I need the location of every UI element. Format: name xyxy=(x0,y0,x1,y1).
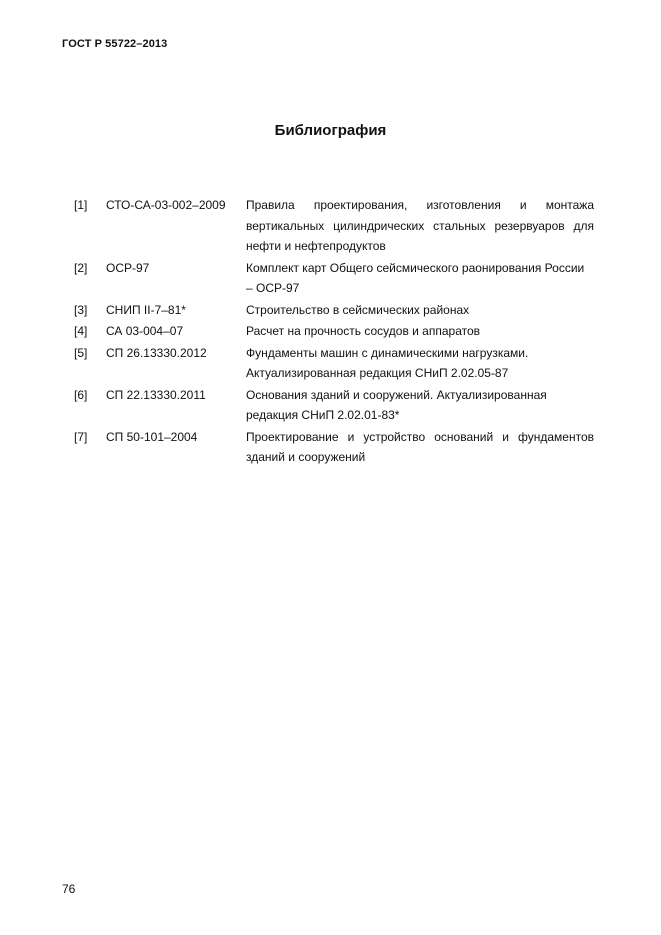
entry-number: [2] xyxy=(74,260,88,275)
entry-code: СТО-СА-03-002–2009 xyxy=(106,198,226,212)
entry-number: [5] xyxy=(74,345,88,360)
entry-code: СНИП II-7–81* xyxy=(106,302,186,317)
entry-code: СП 26.13330.2012 xyxy=(106,345,207,360)
entry-description: Строительство в сейсмических районах xyxy=(246,302,470,317)
entry-description: Проектирование и устройство оснований и фундаментов зданий и сооружений xyxy=(246,429,594,464)
bibliography-list xyxy=(62,195,594,469)
bibliography-entry xyxy=(62,195,594,257)
bibliography-entry xyxy=(62,300,594,321)
entry-number: [3] xyxy=(74,302,88,317)
entry-code: СП 50-101–2004 xyxy=(106,429,198,444)
entry-number: [7] xyxy=(74,429,88,444)
entry-code: ОСР-97 xyxy=(106,260,150,275)
entry-number: [4] xyxy=(74,324,88,338)
bibliography-entry xyxy=(62,427,594,468)
entry-number: [6] xyxy=(74,387,88,402)
document-header-code: ГОСТ Р 55722–2013 xyxy=(62,38,168,50)
bibliography-entry xyxy=(62,321,594,342)
entry-description: Комплект карт Общего сейсмического раонирования России – ОСР-97 xyxy=(246,260,585,295)
entry-code: СП 22.13330.2011 xyxy=(106,387,206,402)
entry-description: Фундаменты машин с динамическими нагрузками. Актуализированная редакция СНиП 2.02.05-87 xyxy=(246,345,529,380)
bibliography-entry xyxy=(62,258,594,299)
bibliography-entry xyxy=(62,385,594,426)
bibliography-entry xyxy=(62,343,594,384)
entry-code: СА 03-004–07 xyxy=(106,324,184,338)
page-title: Библиография xyxy=(274,122,387,139)
entry-description: Правила проектирования, изготовления и монтажа вертикальных цилиндрических стальных резервуаров для нефти и нефтепродуктов xyxy=(246,198,594,253)
entry-description: Расчет на прочность сосудов и аппаратов xyxy=(246,324,481,338)
page-number: 76 xyxy=(62,882,76,896)
entry-number: [1] xyxy=(74,198,88,212)
entry-description: Основания зданий и сооружений. Актуализированная редакция СНиП 2.02.01-83* xyxy=(246,387,547,422)
